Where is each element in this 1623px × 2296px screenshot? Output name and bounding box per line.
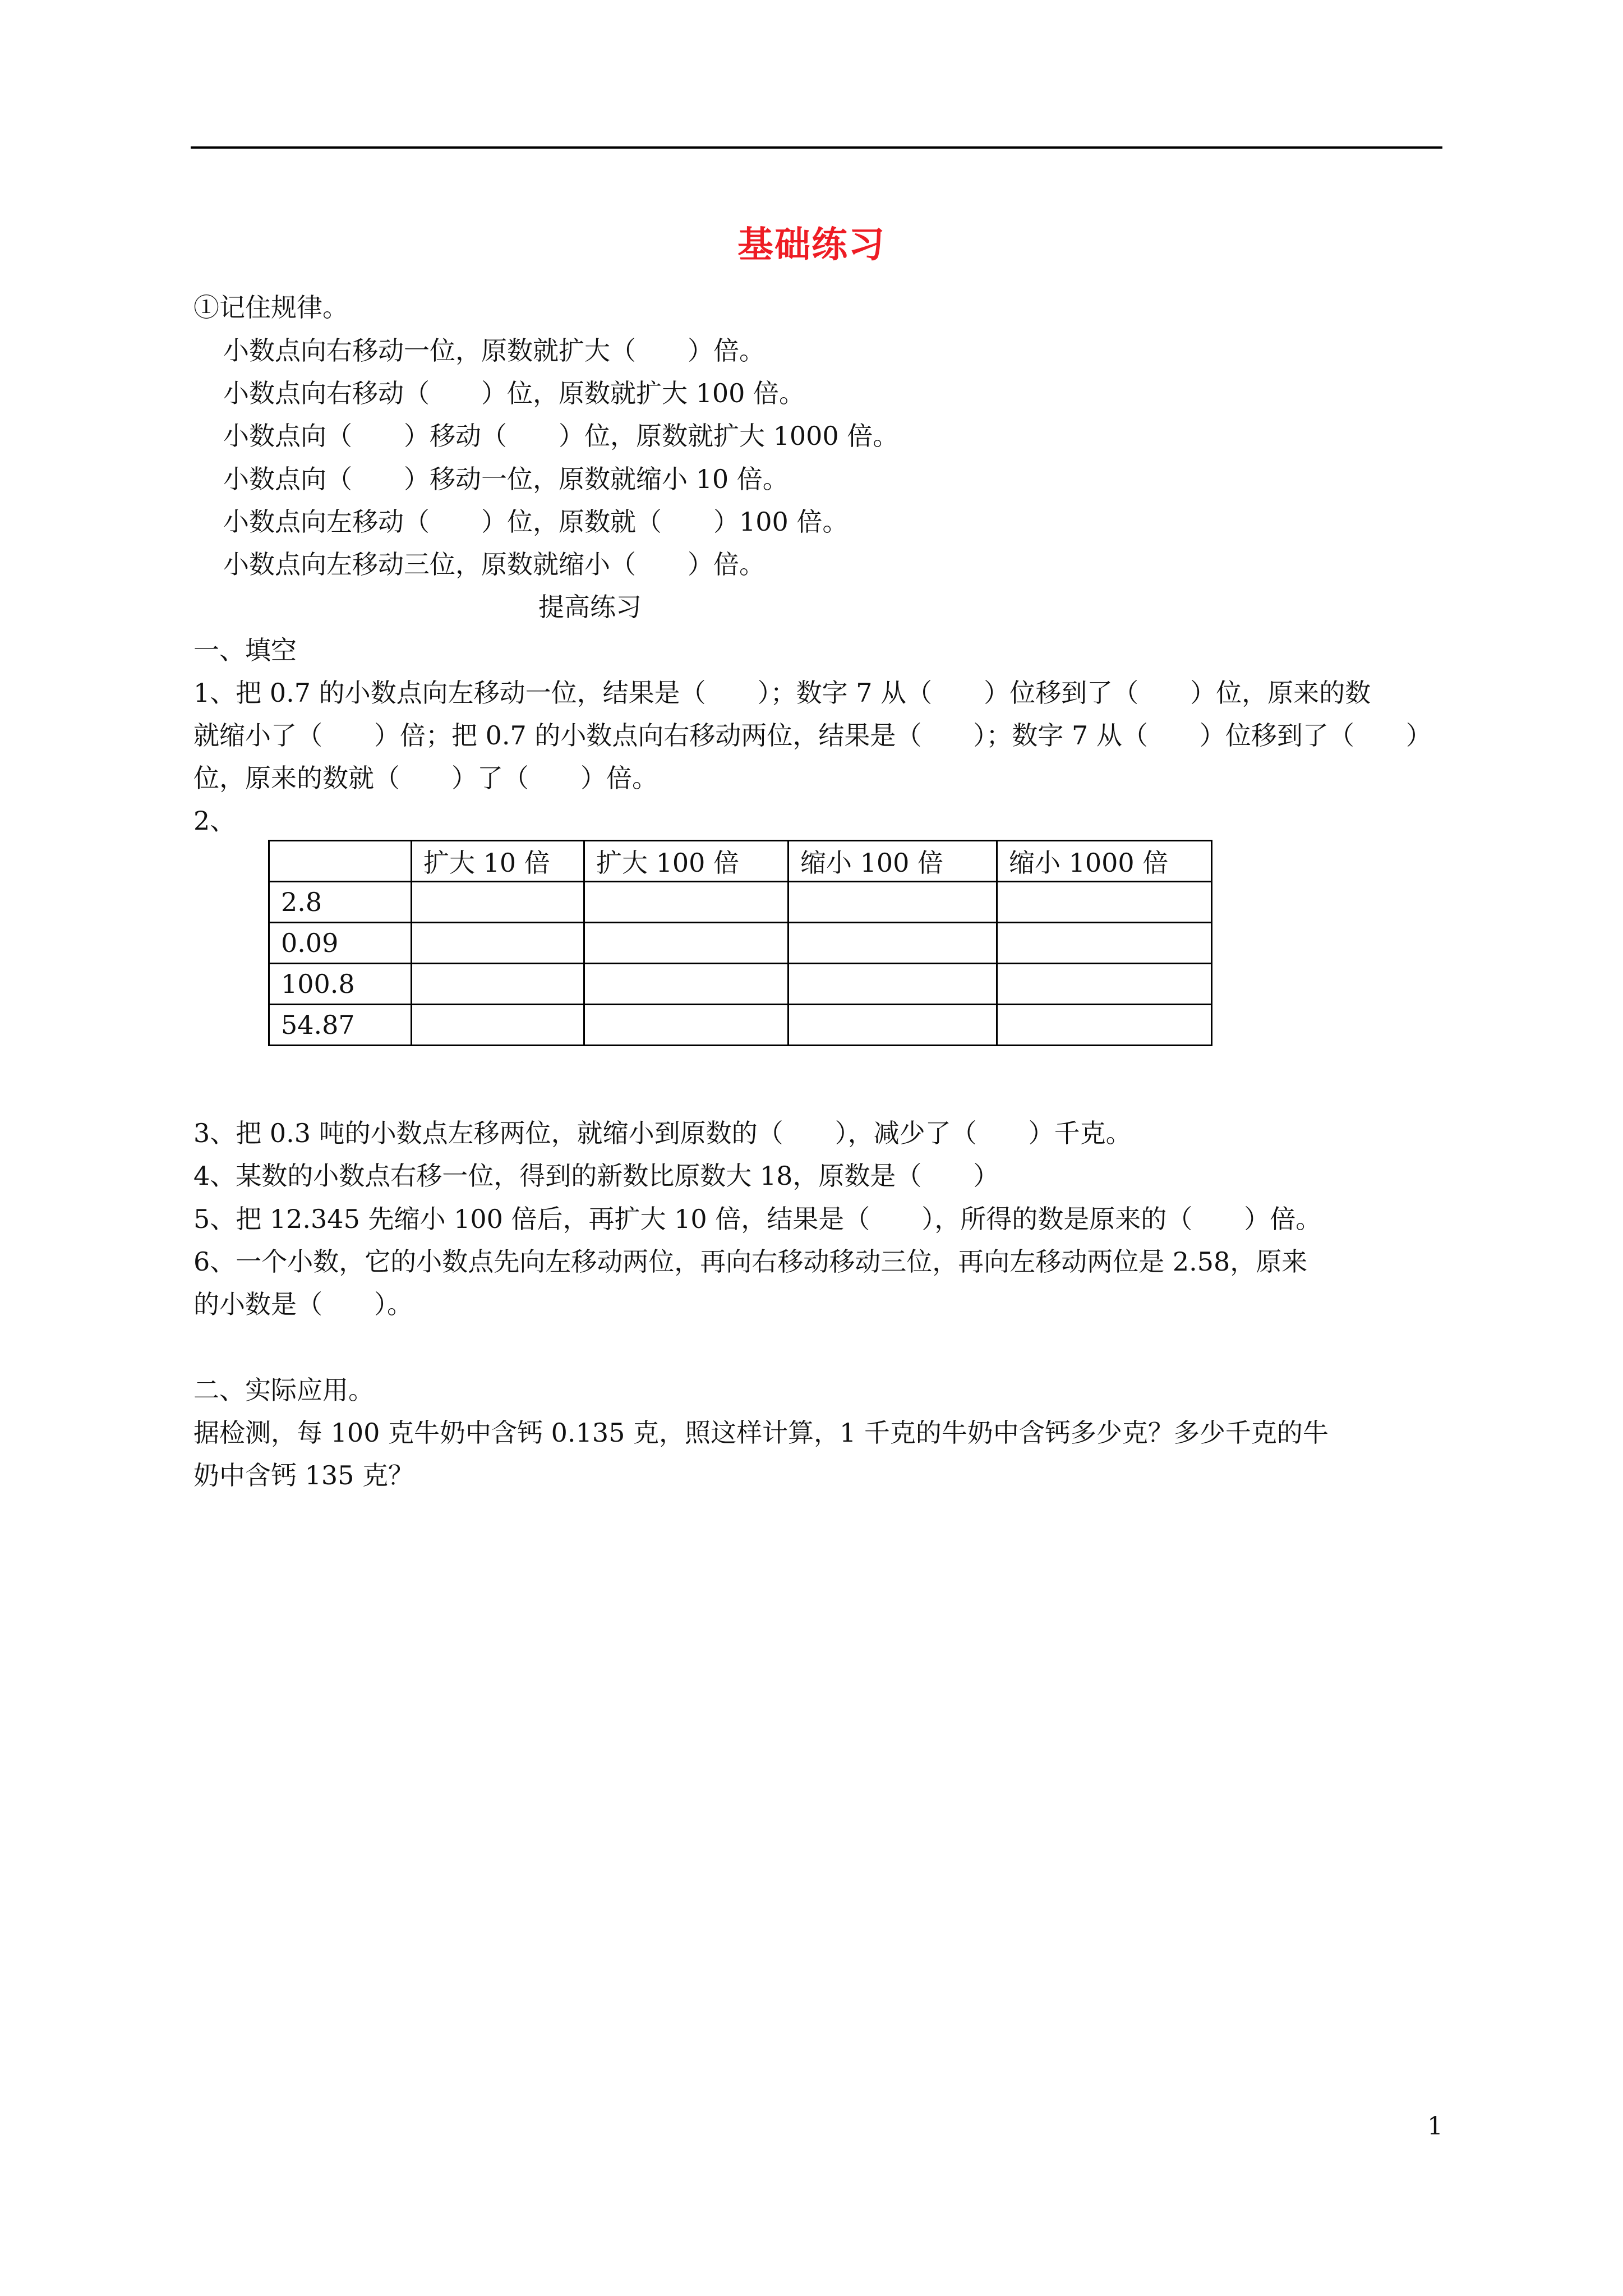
answer-cell[interactable]	[997, 1005, 1212, 1046]
advanced-heading: 提高练习	[538, 592, 642, 622]
header-rule	[191, 146, 1442, 149]
answer-cell[interactable]	[789, 882, 997, 923]
table-row	[269, 923, 1212, 964]
application-line-2: 奶中含钙 135 克？	[193, 1460, 414, 1490]
answer-cell[interactable]	[412, 882, 584, 923]
table-header-cell: 扩大 100 倍	[584, 841, 789, 882]
basic-line-3: 小数点向（ ）移动（ ）位，原数就扩大 1000 倍。	[223, 421, 899, 451]
basic-line-1: 小数点向右移动一位，原数就扩大（ ）倍。	[223, 335, 765, 366]
basic-line-2: 小数点向右移动（ ）位，原数就扩大 100 倍。	[223, 378, 805, 408]
q4: 4、某数的小数点右移一位，得到的新数比原数大 18，原数是（ ）	[193, 1161, 999, 1191]
row-value: 0.09	[269, 923, 412, 964]
q3: 3、把 0.3 吨的小数点左移两位，就缩小到原数的（ ），减少了（ ）千克。	[193, 1118, 1132, 1148]
section1-heading: 一、填空	[193, 635, 297, 665]
answer-cell[interactable]	[584, 1005, 789, 1046]
answer-cell[interactable]	[412, 923, 584, 964]
q1-line-2: 就缩小了（ ）倍；把 0.7 的小数点向右移动两位，结果是（ ）；数字 7 从（ ）位移到了（ ）	[193, 720, 1432, 751]
answer-cell[interactable]	[584, 882, 789, 923]
answer-cell[interactable]	[412, 964, 584, 1005]
answer-cell[interactable]	[584, 923, 789, 964]
table-header-cell: 缩小 100 倍	[789, 841, 997, 882]
q5: 5、把 12.345 先缩小 100 倍后，再扩大 10 倍，结果是（ ），所得的数是原来的（ ）倍。	[193, 1204, 1322, 1234]
page-number: 1	[1427, 2112, 1443, 2141]
q1-line-1: 1、把 0.7 的小数点向左移动一位，结果是（ ）；数字 7 从（ ）位移到了（ ）位，原来的数	[193, 678, 1371, 708]
q1-line-3: 位，原来的数就（ ）了（ ）倍。	[193, 763, 658, 793]
answer-cell[interactable]	[789, 1005, 997, 1046]
answer-cell[interactable]	[997, 923, 1212, 964]
row-value: 2.8	[269, 882, 412, 923]
row-value: 54.87	[269, 1005, 412, 1046]
table-row	[269, 964, 1212, 1005]
table-row	[269, 1005, 1212, 1046]
q2-label: 2、	[193, 806, 236, 836]
q6-line-2: 的小数是（ ）。	[193, 1289, 413, 1319]
basic-line-5: 小数点向左移动（ ）位，原数就（ ）100 倍。	[223, 507, 849, 537]
answer-cell[interactable]	[412, 1005, 584, 1046]
answer-cell[interactable]	[789, 923, 997, 964]
table-header-cell	[269, 841, 412, 882]
table-header-cell: 缩小 1000 倍	[997, 841, 1212, 882]
answer-cell[interactable]	[584, 964, 789, 1005]
conversion-table	[268, 840, 1212, 1046]
page-title: 基础练习	[737, 224, 886, 266]
basic-line-6: 小数点向左移动三位，原数就缩小（ ）倍。	[223, 549, 765, 579]
basic-heading: ①记住规律。	[193, 292, 348, 323]
application-line-1: 据检测，每 100 克牛奶中含钙 0.135 克，照这样计算，1 千克的牛奶中含钙多少克？多少千克的牛	[193, 1418, 1329, 1448]
section2-heading: 二、实际应用。	[193, 1375, 374, 1405]
answer-cell[interactable]	[789, 964, 997, 1005]
answer-cell[interactable]	[997, 882, 1212, 923]
row-value: 100.8	[269, 964, 412, 1005]
table-header-cell: 扩大 10 倍	[412, 841, 584, 882]
table-row	[269, 882, 1212, 923]
table-header-row	[269, 841, 1212, 882]
answer-cell[interactable]	[997, 964, 1212, 1005]
q6-line-1: 6、一个小数，它的小数点先向左移动两位，再向右移动移动三位，再向左移动两位是 2.58，原来	[193, 1246, 1308, 1277]
basic-line-4: 小数点向（ ）移动一位，原数就缩小 10 倍。	[223, 464, 789, 494]
